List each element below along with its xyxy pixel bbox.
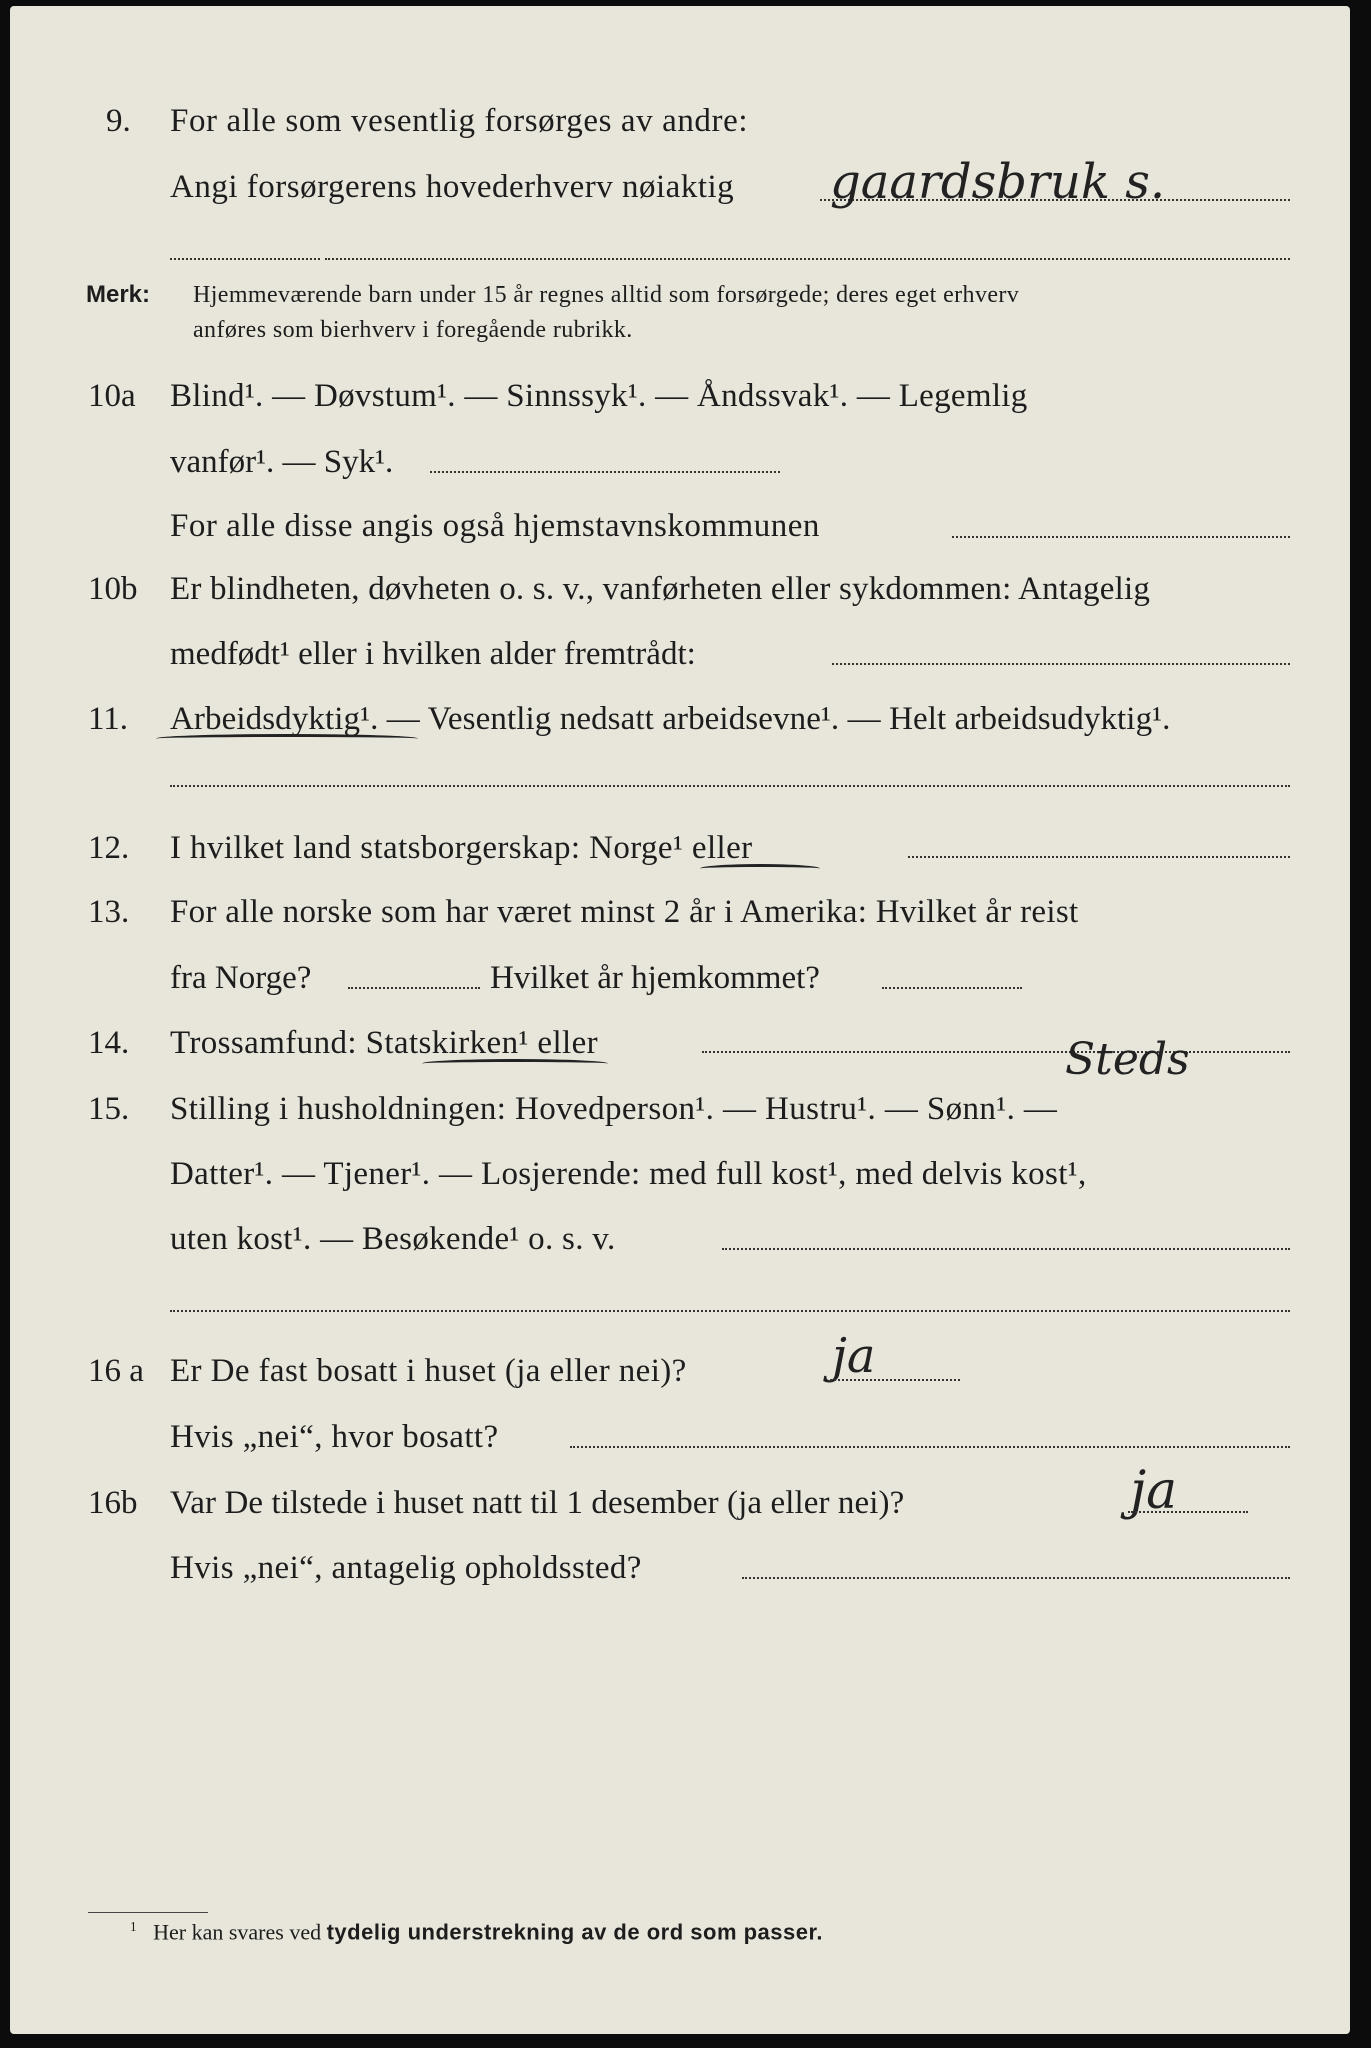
q14-answer-line xyxy=(702,1051,1290,1053)
q10b-line1: Er blindheten, døvheten o. s. v., vanførheten eller sykdommen: Antagelig xyxy=(170,571,1151,607)
q13-line2a: fra Norge? xyxy=(170,960,312,996)
q14-number: 14. xyxy=(88,1025,130,1061)
merk-line1: Hjemmeværende barn under 15 år regnes alltid som forsørgede; deres eget erhverv xyxy=(193,282,1020,308)
q12-line1: I hvilket land statsborgerskap: Norge¹ eller xyxy=(170,830,753,866)
q10b-answer-line xyxy=(832,663,1290,665)
q16a-line2: Hvis „nei“, hvor bosatt? xyxy=(170,1419,499,1455)
footnote-bold-text: tydelig understrekning av de ord som passer. xyxy=(326,1919,823,1945)
q11-answer-line xyxy=(170,785,1290,787)
q12-underline-mark xyxy=(700,864,820,873)
q14-line1: Trossamfund: Statskirken¹ eller xyxy=(170,1025,599,1061)
q15-handwritten-answer: Steds xyxy=(1065,1034,1190,1085)
q14-underline-mark xyxy=(422,1059,608,1068)
q10a-syk-line xyxy=(430,471,780,473)
q9-handwritten-answer: gaardsbruk s. xyxy=(830,154,1166,210)
q15-line1: Stilling i husholdningen: Hovedperson¹. — Hustru¹. — Sønn¹. — xyxy=(170,1091,1058,1127)
q15-line3: uten kost¹. — Besøkende¹ o. s. v. xyxy=(170,1221,616,1257)
q9-extra-line-b xyxy=(325,258,1290,260)
merk-line2: anføres som bierhverv i foregående rubrikk. xyxy=(193,317,633,343)
q13-line1: For alle norske som har været minst 2 år i Amerika: Hvilket år reist xyxy=(170,894,1079,930)
q10b-number: 10b xyxy=(88,571,138,607)
q12-number: 12. xyxy=(88,830,130,866)
q16b-line1: Var De tilstede i huset natt til 1 desember (ja eller nei)? xyxy=(170,1485,905,1521)
q16b-line2: Hvis „nei“, antagelig opholdssted? xyxy=(170,1550,642,1586)
q16a-bosatt-line xyxy=(570,1446,1290,1448)
q9-number: 9. xyxy=(106,103,131,139)
q16a-answer-line xyxy=(830,1379,960,1381)
q13-number: 13. xyxy=(88,894,130,930)
q16b-answer-line xyxy=(1128,1511,1248,1513)
q12-answer-line xyxy=(908,856,1290,858)
q10a-hjemstavn-line xyxy=(952,536,1290,538)
q11-number: 11. xyxy=(88,701,129,737)
q13-hjemkommet-line xyxy=(882,987,1022,989)
q9-line2: Angi forsørgerens hovederhverv nøiaktig xyxy=(170,169,735,205)
q10a-line3: For alle disse angis også hjemstavnskommunen xyxy=(170,508,820,544)
q10a-line1: Blind¹. — Døvstum¹. — Sinnssyk¹. — Åndssvak¹. — Legemlig xyxy=(170,378,1028,414)
merk-label: Merk: xyxy=(86,281,151,308)
census-form-page xyxy=(10,6,1350,2034)
footnote-text: Her kan svares ved xyxy=(153,1919,322,1945)
q15-extra-line xyxy=(170,1310,1290,1312)
q16a-handwritten-answer: ja xyxy=(832,1328,876,1384)
footnote xyxy=(130,1919,823,1945)
q11-line1: Arbeidsdyktig¹. — Vesentlig nedsatt arbeidsevne¹. — Helt arbeidsudyktig¹. xyxy=(170,701,1171,737)
q13-reist-line xyxy=(348,987,480,989)
q9-extra-line-a xyxy=(170,258,320,260)
footnote-mark: 1 xyxy=(130,1919,137,1934)
footnote-rule xyxy=(88,1912,208,1913)
q15-answer-line xyxy=(722,1248,1290,1250)
q16a-line1: Er De fast bosatt i huset (ja eller nei)? xyxy=(170,1353,687,1389)
q10a-line2: vanfør¹. — Syk¹. xyxy=(170,444,394,480)
q9-line1: For alle som vesentlig forsørges av andre: xyxy=(170,103,749,139)
q16b-number: 16b xyxy=(88,1485,138,1521)
q16b-handwritten-answer: ja xyxy=(1130,1461,1178,1521)
q10a-number: 10a xyxy=(88,378,136,414)
q11-underline-mark xyxy=(156,734,418,743)
q13-line2b: Hvilket år hjemkommet? xyxy=(490,960,820,996)
q15-line2: Datter¹. — Tjener¹. — Losjerende: med full kost¹, med delvis kost¹, xyxy=(170,1156,1087,1192)
q15-number: 15. xyxy=(88,1091,130,1127)
q16a-number: 16 a xyxy=(88,1353,144,1389)
q16b-opholdssted-line xyxy=(742,1577,1290,1579)
q10b-line2: medfødt¹ eller i hvilken alder fremtrådt: xyxy=(170,636,696,672)
